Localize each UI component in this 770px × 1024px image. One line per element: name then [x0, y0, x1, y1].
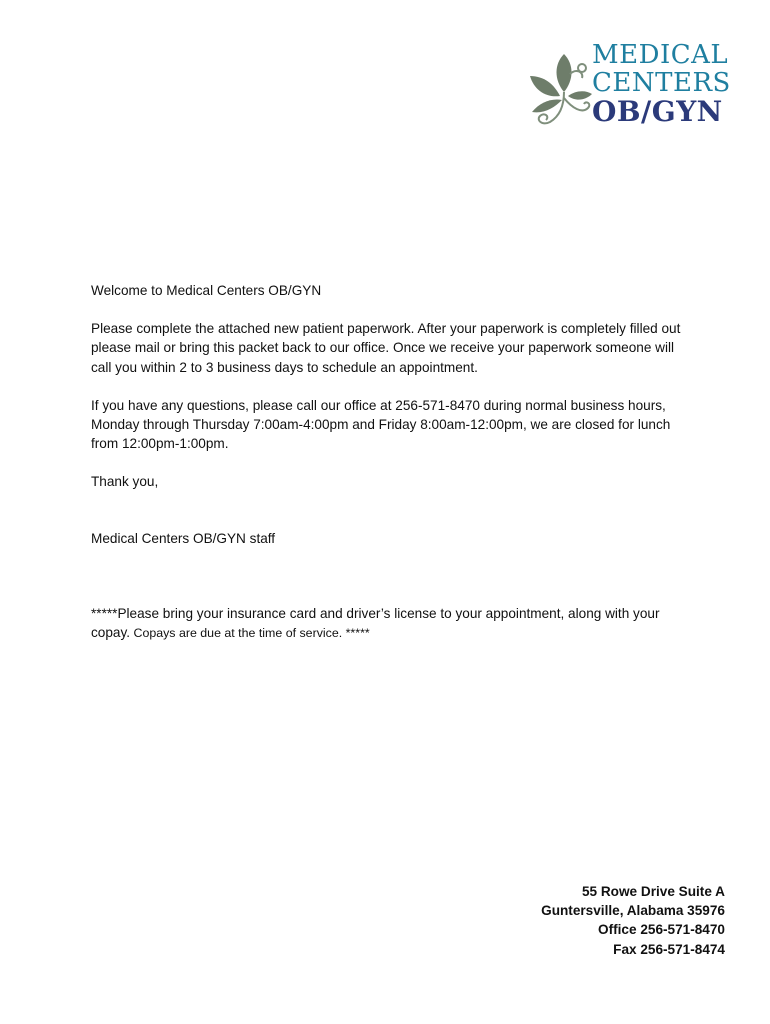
logo	[524, 42, 734, 134]
letter-notice	[91, 604, 691, 643]
fleur-de-lis-flourish-icon	[524, 46, 596, 130]
notice-main-text: *****Please bring your insurance card and driver’s license to your appointment, along with your copay.	[91, 605, 660, 641]
letter-paragraph-instructions: Please complete the attached new patient paperwork. After your paperwork is completely filled out please mail or bring this packet back to our office. Once we receive your paperwork someone will call you within 2 to 3 business days to schedule an appointment.	[91, 321, 681, 375]
letter-signature: Medical Centers OB/GYN staff	[91, 530, 276, 546]
letter-body	[91, 281, 691, 643]
logo-wordmark-line-3: OB/GYN	[592, 95, 723, 128]
address-street: 55 Rowe Drive Suite A	[581, 884, 725, 899]
address-fax: Fax 256-571-8474	[613, 941, 725, 957]
office-address-block	[541, 882, 725, 959]
address-city: Guntersville, Alabama 35976	[541, 903, 725, 919]
letter-greeting: Welcome to Medical Centers OB/GYN	[91, 283, 322, 298]
logo-wordmark-line-2: CENTERS	[592, 68, 731, 98]
address-office-phone: Office 256-571-8470	[598, 922, 725, 938]
letter-paragraph-contact: If you have any questions, please call our office at 256-571-8470 during normal business hours, Monday through Thursday 7:00am-4:00pm and Friday 8:00am-12:00pm, we are closed for lunch from 12:00pm-1:00pm.	[91, 397, 671, 452]
notice-small-text: Copays are due at the time of service. *****	[130, 626, 370, 641]
logo-wordmark-line-1: MEDICAL	[592, 40, 729, 70]
letter-closing: Thank you,	[91, 474, 159, 490]
